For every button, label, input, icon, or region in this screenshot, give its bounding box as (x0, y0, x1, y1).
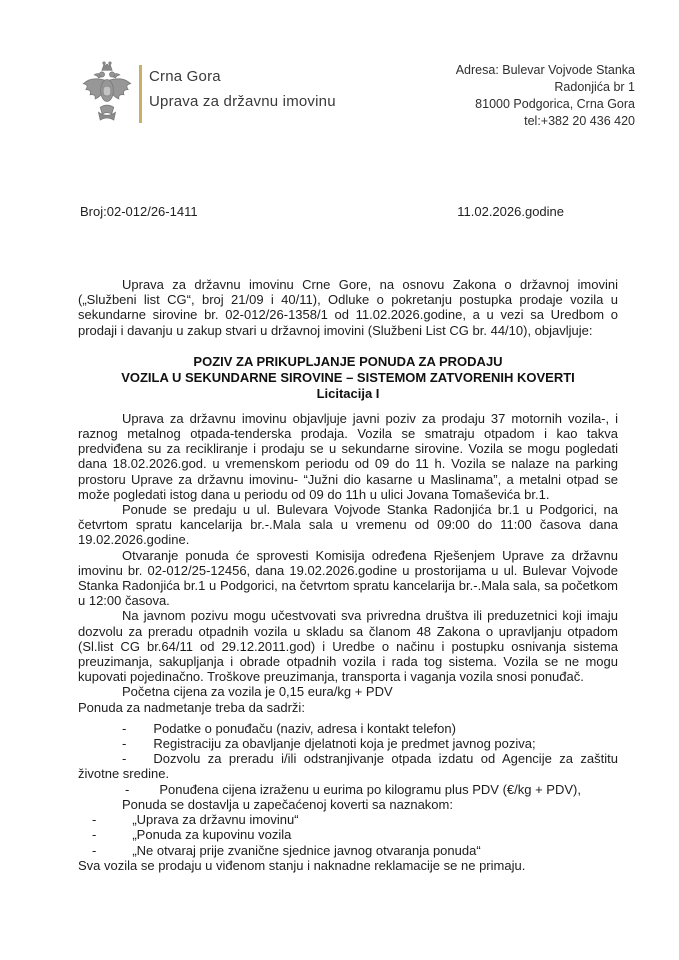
org-agency: Uprava za državnu imovinu (149, 93, 336, 110)
list-item-text: „Ne otvaraj prije zvanične sjednice javnog otvaranja ponuda“ (132, 842, 481, 858)
requirements-intro: Ponuda za nadmetanje treba da sadrži: (78, 699, 305, 715)
dash-bullet: - (122, 720, 127, 736)
list-item (78, 751, 618, 781)
body-paragraph: Otvaranje ponuda će sprovesti Komisija određena Rješenjem Uprave za državnu imovinu br. 02-012/25-12456, dana 19.02.2026.godine u prostorijama u ul. Bulevar Vojvode Stanka Radonjića br.1 u Podgorici, na četvrtom spratu kancelarija br.-.Mala sala, sa početkom u 12:00 časova. (78, 547, 618, 609)
dash-bullet: - (122, 736, 127, 752)
address-line: Adresa: Bulevar Vojvode Stanka (455, 63, 635, 77)
letterhead (0, 58, 679, 138)
body-paragraph: Uprava za državnu imovinu objavljuje javni poziv za prodaju 37 motornih vozila-, i raznog metalnog otpada-tenderska prodaja. Vozila se smatraju otpadom i kao takva predviđena su za recikliranje i prodaju se u sekundarne sirovine. Vozila se mogu pogledati dana 18.02.2026.god. u vremenskom periodu od 09 do 11 h. Vozila se nalaze na parking prostoru Uprave za državnu imovinu- “Južni dio kasarne u Maslinama”, a metalni otpad se može pogledati istog dana u periodu od 09 do 11h u ulici Jovana Tomaševića br.1. (78, 410, 618, 502)
envelope-list (78, 812, 618, 858)
dash-bullet: - (92, 812, 97, 828)
title-line-3: Licitacija I (316, 385, 380, 401)
dash-bullet: - (92, 827, 97, 843)
list-item-text: „Ponuda za kupovinu vozila (132, 827, 292, 843)
org-name-block (149, 64, 336, 114)
list-item-text: Dozvolu za preradu i/ili odstranjivanje otpada izdatu od Agencije za zaštitu životne sredine. (78, 751, 618, 782)
closing-line: Sva vozila se prodaju u viđenom stanju i naknadne reklamacije se ne primaju. (78, 857, 526, 873)
list-item-text: „Uprava za državnu imovinu“ (132, 812, 299, 828)
dash-bullet: - (92, 842, 97, 858)
document-body (78, 277, 618, 873)
letterhead-divider (139, 65, 142, 123)
list-item (78, 843, 618, 858)
list-item (78, 827, 618, 842)
address-line: tel:+382 20 436 420 (524, 114, 635, 128)
intro-paragraph: Uprava za državnu imovinu Crne Gore, na osnovu Zakona o državnoj imovini („Službeni list CG“, broj 21/09 i 40/11), Odluke o pokretanju postupka prodaje vozila u sekundarne sirovine br. 02-012/26-1358/1 od 11.02.2026.godine, a u vezi sa Uredbom o prodaji i davanju u zakup stvari u državnoj imovini (Službeni List CG br. 44/10), objavljuje: (78, 277, 618, 338)
list-item (78, 736, 618, 751)
list-item (78, 782, 618, 797)
dash-bullet: - (125, 781, 130, 797)
body-paragraph: Ponude se predaju u ul. Bulevara Vojvode Stanka Radonjića br.1 u Podgorici, na četvrtom spratu kancelarija br.-.Mala sala u vremenu od 09:00 do 11:00 časova dana 19.02.2026.godine. (78, 502, 618, 548)
document-title (78, 354, 618, 402)
requirements-list (78, 721, 618, 797)
price-line: Početna cijena za vozila je 0,15 eura/kg + PDV (122, 684, 393, 700)
reference-row (78, 204, 618, 220)
list-item-text: Podatke o ponuđaču (naziv, adresa i kontakt telefon) (153, 720, 456, 736)
list-item (78, 812, 618, 827)
montenegro-coat-of-arms-icon (80, 59, 134, 127)
address-line: Radonjića br 1 (554, 80, 635, 94)
address-block (456, 62, 635, 130)
list-item-text: Ponuđena cijena izraženu u eurima po kilogramu plus PDV (€/kg + PDV), (159, 781, 581, 797)
title-line-2: VOZILA U SEKUNDARNE SIROVINE – SISTEMOM ZATVORENIH KOVERTI (121, 369, 575, 385)
address-line: 81000 Podgorica, Crna Gora (475, 97, 635, 111)
title-line-1: POZIV ZA PRIKUPLJANJE PONUDA ZA PRODAJU (193, 353, 503, 369)
dash-bullet: - (122, 751, 127, 767)
org-country: Crna Gora (149, 68, 221, 85)
document-date: 11.02.2026.godine (457, 204, 564, 219)
body-paragraph: Na javnom pozivu mogu učestvovati sva privredna društva ili preduzetnici koji imaju dozvolu za preradu otpadnih vozila u skladu sa članom 48 Zakona o upravljanju otpadom (Sl.list CG br.64/11 od 29.12.2011.god) i Uredbe o načinu i postupku osnivanja sistema preuzimanja, sakupljanja i obrade otpadnih vozila i rada tog sistema. Vozila se ne mogu kupovati pojedinačno. Troškove preuzimanja, transporta i vaganja vozila snosi ponuđač. (78, 608, 618, 685)
document-number: Broj:02-012/26-1411 (80, 204, 198, 219)
list-item-text: Registraciju za obavljanje djelatnoti koja je predmet javnog poziva; (153, 736, 536, 752)
envelope-intro: Ponuda se dostavlja u zapečaćenoj koverti sa naznakom: (122, 796, 453, 812)
list-item (78, 721, 618, 736)
